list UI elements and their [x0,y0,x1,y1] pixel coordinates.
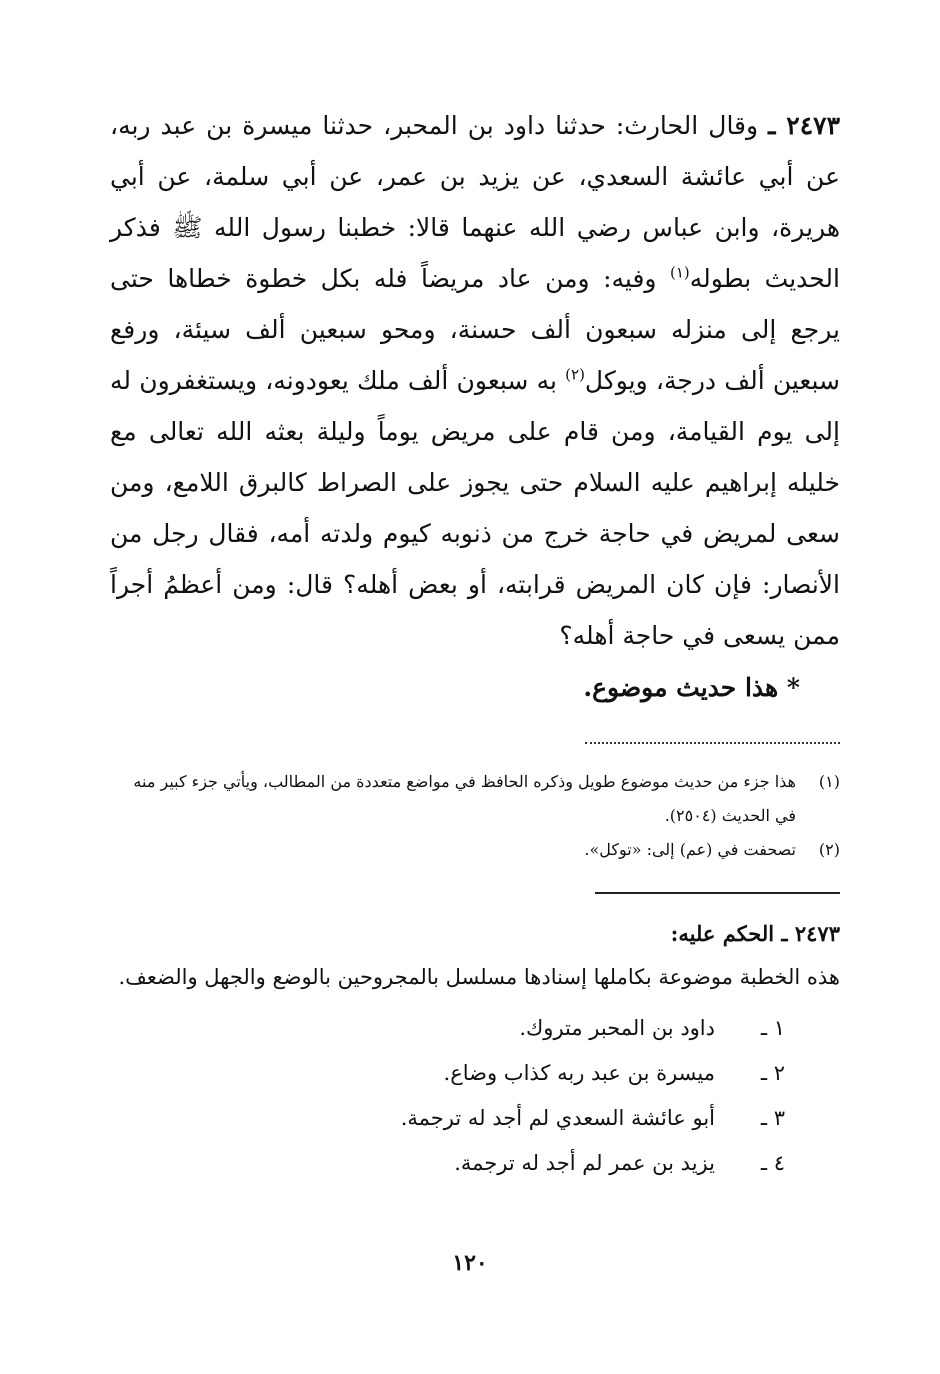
narrator-list [110,1006,840,1186]
ruling-text: هذه الخطبة موضوعة بكاملها إسنادها مسلسل بالمجروحين بالوضع والجهل والضعف. [118,965,840,989]
list-item [110,1051,785,1096]
footnote-1 [110,765,840,833]
footnote-ref-2: (٢) [565,365,585,384]
hadith-body-part3: به سبعون ألف ملك يعودونه، ويستغفرون له إلى يوم القيامة، ومن قام على مريض يوماً وليلة بعثه الله تعالى مع خليله إبراهيم عليه السلام حتى يجوز على الصراط كالبرق اللامع، ومن سعى لمريض في حاجة خرج من ذنوبه كيوم ولدته أمه، فقال رجل من الأنصار: فإن كان المريض قرابته، أو بعض أهله؟ قال: ومن أعظمُ أجراً ممن يسعى في حاجة أهله؟ [110,366,840,650]
list-item [110,1141,785,1186]
ruling-heading: ٢٤٧٣ ـ الحكم عليه: [670,921,840,946]
page-number: ١٢٠ [452,1250,488,1276]
footnote-ref-1: (١) [669,263,690,282]
list-item-number: ٢ ـ [760,1061,785,1085]
list-item-text: أبو عائشة السعدي لم أجد له ترجمة. [400,1106,715,1130]
footnote-2 [110,833,840,867]
footnote-text: هذا جزء من حديث موضوع طويل وذكره الحافظ في مواضع متعددة من المطالب، ويأتي جزء كبير منه في الحديث (٢٥٠٤). [133,772,796,825]
list-item [110,1006,785,1051]
hadith-text [110,100,840,661]
footnote-separator-dotted [585,742,840,744]
footnote-text: تصحفت في (عم) إلى: «توكل». [584,840,796,859]
section-separator-line [595,892,840,894]
list-item-text: ميسرة بن عبد ربه كذاب وضاع. [443,1061,715,1085]
hadith-number: ٢٤٧٣ ـ [768,111,841,140]
list-item-text: يزيد بن عمر لم أجد له ترجمة. [454,1151,715,1175]
hadith-verdict: * هذا حديث موضوع. [583,673,800,702]
list-item [110,1096,785,1141]
ruling-section [110,912,840,1186]
list-item-text: داود بن المحبر متروك. [519,1016,715,1040]
list-item-number: ٤ ـ [760,1151,785,1175]
footnotes [110,765,840,867]
footnote-number: (١) [818,772,840,791]
list-item-number: ٣ ـ [760,1106,785,1130]
footnote-number: (٢) [818,840,840,859]
hadith-body-part2: وفيه: ومن عاد مريضاً فله بكل خطوة خطاها حتى يرجع إلى منزله سبعون ألف حسنة، ومحو سبعين ألف سيئة، ورفع سبعين ألف درجة، ويوكل [110,264,840,395]
hadith-body-part1: وقال الحارث: حدثنا داود بن المحبر، حدثنا ميسرة بن عبد ربه، عن أبي عائشة السعدي، عن يزيد بن عمر، عن أبي سلمة، عن أبي هريرة، وابن عباس رضي الله عنهما قالا: خطبنا رسول الله ﷺ فذكر الحديث بطوله [110,111,840,293]
list-item-number: ١ ـ [760,1016,785,1040]
